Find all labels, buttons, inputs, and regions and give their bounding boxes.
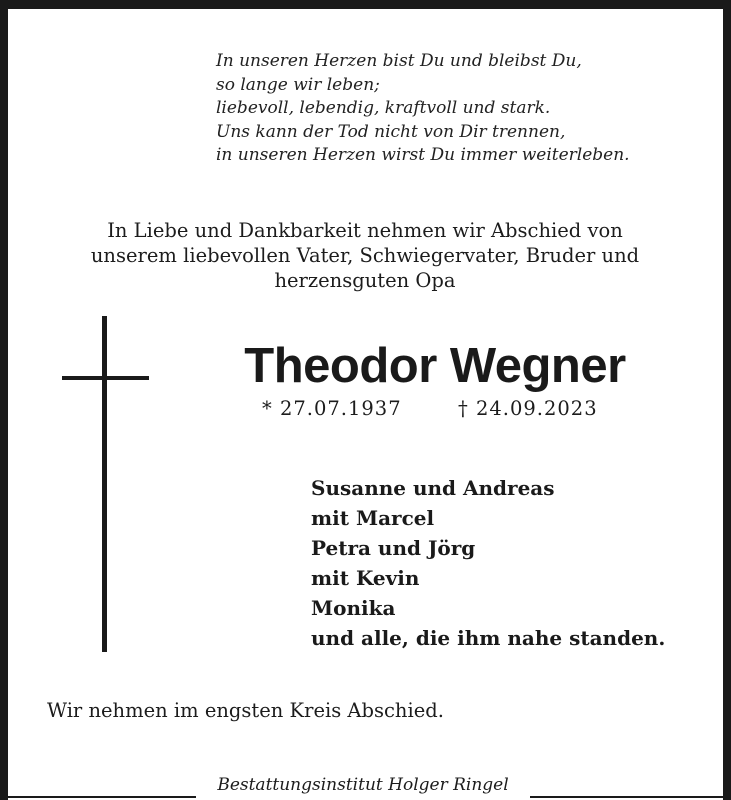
deceased-name: Theodor Wegner	[244, 339, 626, 393]
death-date: † 24.09.2023	[458, 397, 598, 420]
mourner-line: Monika	[311, 596, 396, 620]
poem-line: liebevoll, lebendig, kraftvoll und stark.	[216, 98, 551, 118]
cross-horizontal-bar	[62, 376, 149, 380]
bottom-border-left	[0, 796, 196, 798]
funeral-home: Bestattungsinstitut Holger Ringel	[217, 775, 509, 795]
mourner-line: Petra und Jörg	[311, 536, 476, 560]
mourners-list	[311, 473, 665, 653]
birth-date: * 27.07.1937	[262, 397, 402, 420]
cross-vertical-bar	[102, 316, 107, 652]
poem-line: in unseren Herzen wirst Du immer weiterleben.	[216, 145, 630, 165]
mourner-line: Susanne und Andreas	[311, 476, 555, 500]
intro-text	[40, 218, 690, 293]
poem-line: so lange wir leben;	[216, 74, 380, 95]
intro-line: unserem liebevollen Vater, Schwiegervater, Bruder und	[90, 244, 640, 267]
poem-line: Uns kann der Tod nicht von Dir trennen,	[216, 121, 566, 142]
poem-line: In unseren Herzen bist Du und bleibst Du,	[216, 51, 582, 71]
mourner-line: und alle, die ihm nahe standen.	[311, 626, 666, 650]
poem	[216, 50, 630, 168]
farewell-text: Wir nehmen im engsten Kreis Abschied.	[47, 699, 444, 722]
intro-line: herzensguten Opa	[274, 269, 456, 292]
intro-line: In Liebe und Dankbarkeit nehmen wir Abschied von	[107, 219, 623, 242]
mourner-line: mit Kevin	[311, 566, 420, 590]
bottom-border-right	[530, 796, 731, 798]
mourner-line: mit Marcel	[311, 506, 435, 530]
